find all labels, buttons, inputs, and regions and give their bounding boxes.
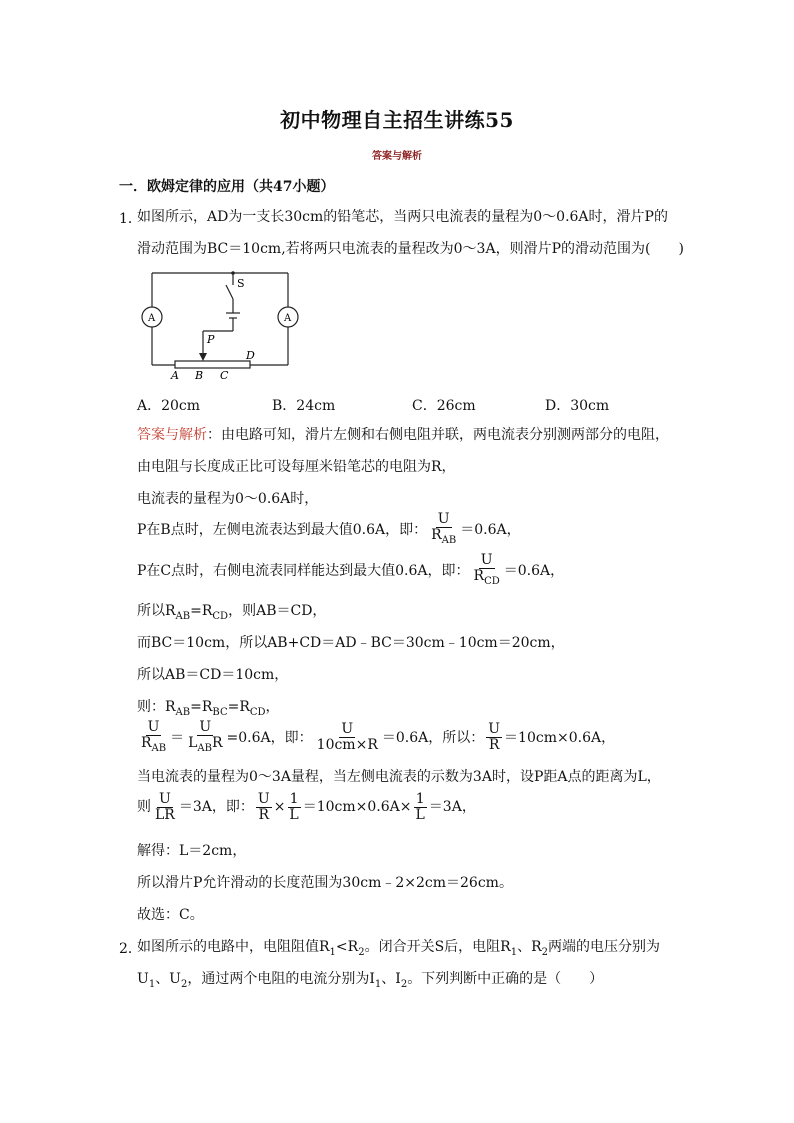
answer-line-4: P在B点时，左侧电流表达到最大值0.6A，即： $\frac{U}{R_{AB}}$ ＝0.6A， — [137, 511, 521, 546]
option-b: B．24cm — [272, 398, 336, 414]
answer-line-2: 由电阻与长度成正比可设每厘米铅笔芯的电阻为R， — [137, 459, 456, 475]
ammeter-right-label: A — [284, 313, 292, 324]
answer-line-13: 解得：L＝2cm， — [137, 843, 247, 859]
circuit-diagram — [130, 265, 310, 385]
option-a: A．20cm — [137, 398, 201, 414]
point-a-label: A — [171, 369, 179, 382]
ammeter-left-label: A — [148, 313, 156, 324]
answer-line-11: 当电流表的量程为0～3A量程，当左侧电流表的示数为3A时，设P距A点的距离为L， — [137, 769, 661, 785]
answer-line-1: 答案与解析：由电路可知，滑片左侧和右侧电阻并联，两电流表分别测两部分的电阻， — [137, 427, 669, 443]
question-1-number: 1． — [119, 211, 142, 227]
answer-label: 答案与解析 — [137, 427, 207, 443]
answer-line-12: 则 $\frac{U}{LR}$ ＝3A，即： $\frac{U}{R}$ × $\frac{1}{L}$ ＝10cm×0.6A× $\frac{1}{L}$ ＝3A， — [137, 790, 476, 823]
page-title: 初中物理自主招生讲练55 — [280, 108, 514, 132]
switch-label: S — [237, 277, 245, 290]
page-subtitle: 答案与解析 — [372, 151, 422, 162]
answer-line-9: 则：$R_{AB}=R_{BC}=R_{CD}$， — [137, 699, 280, 718]
question-2-line-1: 如图所示的电路中，电阻阻值$R_1<R_2$。闭合开关S后，电阻$R_1$、$R_2$两端的电压分别为 — [137, 939, 661, 958]
answer-line-10: $\frac{U}{R_{AB}}$ ＝ $\frac{U}{L_{AB}R}$ =0.6A，即： $\frac{U}{10cm\times R}$ ＝0.6A，所以： $\frac{U}{R}$ ＝10cm×0.6A， — [141, 719, 616, 754]
answer-line-7: 而BC＝10cm，所以AB+CD＝AD﹣BC＝30cm﹣10cm＝20cm， — [137, 635, 565, 651]
section-heading: 一．欧姆定律的应用（共47小题） — [119, 179, 335, 195]
question-2-line-2: $U_1$、$U_2$，通过两个电阻的电流分别为$I_1$、$I_2$。下列判断中正确的是（ ） — [137, 971, 604, 990]
answer-line-8: 所以AB＝CD＝10cm， — [137, 667, 289, 683]
question-1-line-1: 如图所示，AD为一支长30cm的铅笔芯，当两只电流表的量程为0～0.6A时，滑片P的 — [137, 209, 668, 225]
point-c-label: C — [220, 369, 229, 382]
slider-label: P — [207, 333, 215, 346]
answer-line-15: 故选：C。 — [137, 907, 204, 923]
answer-line-3: 电流表的量程为0～0.6A时， — [137, 491, 319, 507]
point-b-label: B — [195, 369, 204, 382]
question-1-line-2: 滑动范围为BC＝10cm,若将两只电流表的量程改为0～3A，则滑片P的滑动范围为( ) — [137, 241, 684, 257]
point-d-label: D — [246, 349, 255, 362]
answer-line-14: 所以滑片P允许滑动的长度范围为30cm﹣2×2cm＝26cm。 — [137, 875, 513, 891]
option-c: C．26cm — [412, 398, 476, 414]
question-2-number: 2． — [119, 941, 142, 957]
answer-line-6: 所以$R_{AB}=R_{CD}$，则AB＝CD， — [137, 603, 327, 622]
option-d: D．30cm — [545, 398, 610, 414]
answer-line-5: P在C点时，右侧电流表同样能达到最大值0.6A，即： $\frac{U}{R_{CD}}$ ＝0.6A， — [137, 552, 565, 587]
